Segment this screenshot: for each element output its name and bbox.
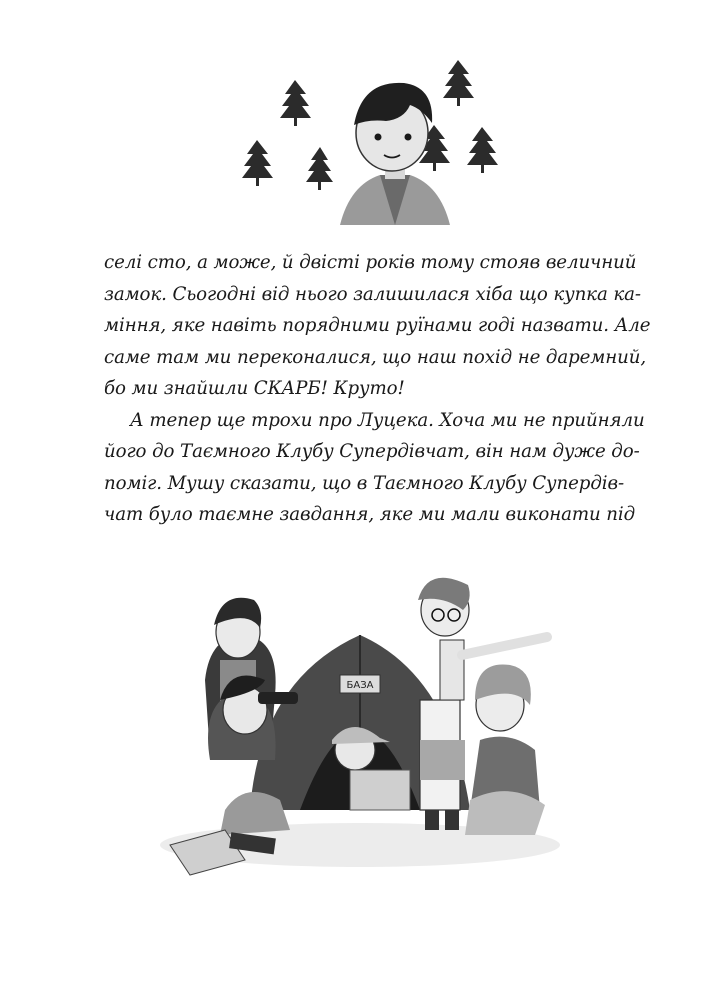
pine-tree-icon: [467, 127, 498, 173]
text-line: саме там ми переконалися, що наш похід не даремний,: [104, 346, 647, 368]
text-line: чат було таємне завдання, яке ми мали виконати під: [104, 504, 636, 525]
text-line: замок. Сьогодні від нього залишилася хіба що купка ка-: [104, 283, 641, 305]
girl-sitting-figure: [465, 664, 545, 835]
text-line: міння, яке навіть порядними руїнами годі назвати. Але: [104, 315, 651, 336]
pine-tree-icon: [280, 80, 311, 126]
text-line: селі сто, а може, й двісті років тому стояв величний: [104, 252, 637, 273]
tent-sign: БАЗА: [346, 680, 374, 691]
binoculars-icon: [258, 692, 298, 704]
boy-with-trees-illustration: [230, 45, 510, 225]
children-at-tent-illustration: [150, 560, 570, 880]
body-text: [104, 247, 651, 531]
pine-tree-icon: [242, 140, 273, 186]
pine-tree-icon: [443, 60, 474, 106]
pine-tree-icon: [306, 147, 333, 190]
text-line: бо ми знайшли СКАРБ! Круто!: [104, 378, 405, 399]
text-line: поміг. Мушу сказати, що в Таємного Клубу Супердів-: [104, 472, 624, 494]
text-line: його до Таємного Клубу Супердівчат, він нам дуже до-: [104, 441, 640, 462]
text-line: А тепер ще трохи про Луцека. Хоча ми не прийняли: [130, 409, 645, 431]
